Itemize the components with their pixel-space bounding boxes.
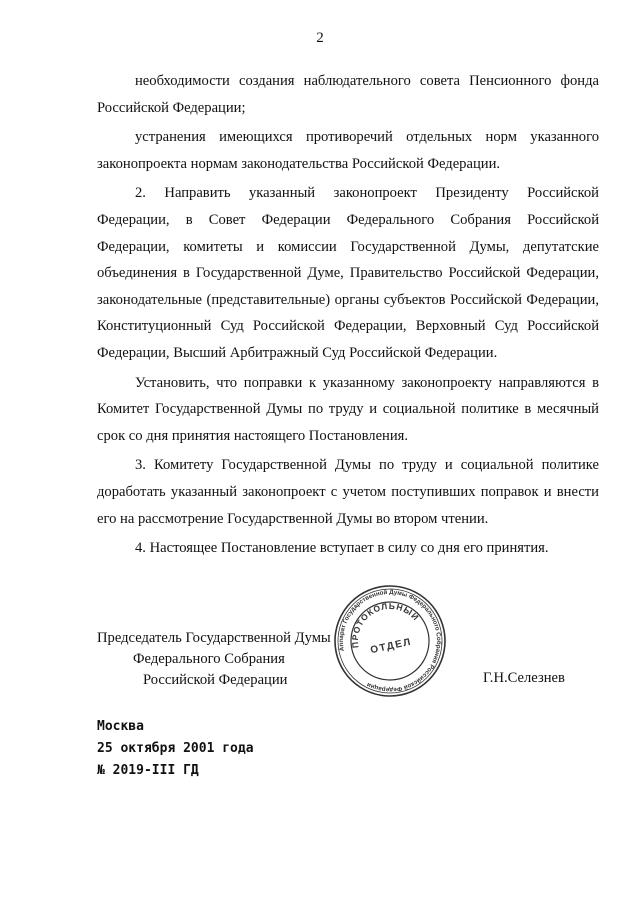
- footer-number: № 2019-III ГД: [97, 763, 199, 778]
- signature-block: [97, 628, 331, 691]
- paragraph: необходимости создания наблюдательного совета Пенсионного фонда Российской Федерации;: [97, 73, 599, 116]
- paragraph: Установить, что поправки к указанному законопроекту направляются в Комитет Государственной Думы по труду и социальной политике в месячный срок со дня принятия настоящего Постановления.: [97, 374, 599, 444]
- official-stamp: [332, 583, 448, 699]
- stamp-center-text: ОТДЕЛ: [369, 636, 413, 657]
- paragraph: 4. Настоящее Постановление вступает в силу со дня его принятия.: [135, 540, 549, 557]
- signature-title-line3: Российской Федерации: [143, 672, 288, 688]
- signer-name: Г.Н.Селезнев: [483, 670, 565, 686]
- document-footer: [97, 716, 254, 782]
- paragraph: 3. Комитету Государственной Думы по труду и социальной политике доработать указанный законопроект с учетом поступивших поправок и внести его на рассмотрение Государственной Думы во втором чтении.: [97, 457, 599, 527]
- footer-city: Москва: [97, 719, 144, 734]
- paragraph: 2. Направить указанный законопроект Президенту Российской Федерации, в Совет Федерации Федерального Собрания Российской Федерации, комитеты и комиссии Государственной Думы, депутатские объединения в Государственной Думе, Правительство Российской Федерации, законодательные (представительные) органы субъектов Российской Федерации, Конституционный Суд Российской Федерации, Верховный Суд Российской Федерации, Высший Арбитражный Суд Российской Федерации.: [97, 185, 599, 361]
- signature-title-line2: Федерального Собрания: [133, 651, 285, 667]
- document-body: [97, 68, 599, 565]
- signature-title-line1: Председатель Государственной Думы: [97, 630, 331, 646]
- footer-date: 25 октября 2001 года: [97, 741, 254, 756]
- paragraph: устранения имеющихся противоречий отдельных норм указанного законопроекта нормам законодательства Российской Федерации.: [97, 129, 599, 172]
- stamp-ring-text: Аппарат Государственной Думы Федерального Собрания Российской Федерации: [337, 588, 443, 694]
- page-number: 2: [316, 30, 324, 46]
- stamp-inner-text: ПРОТОКОЛЬНЫЙ: [349, 600, 422, 649]
